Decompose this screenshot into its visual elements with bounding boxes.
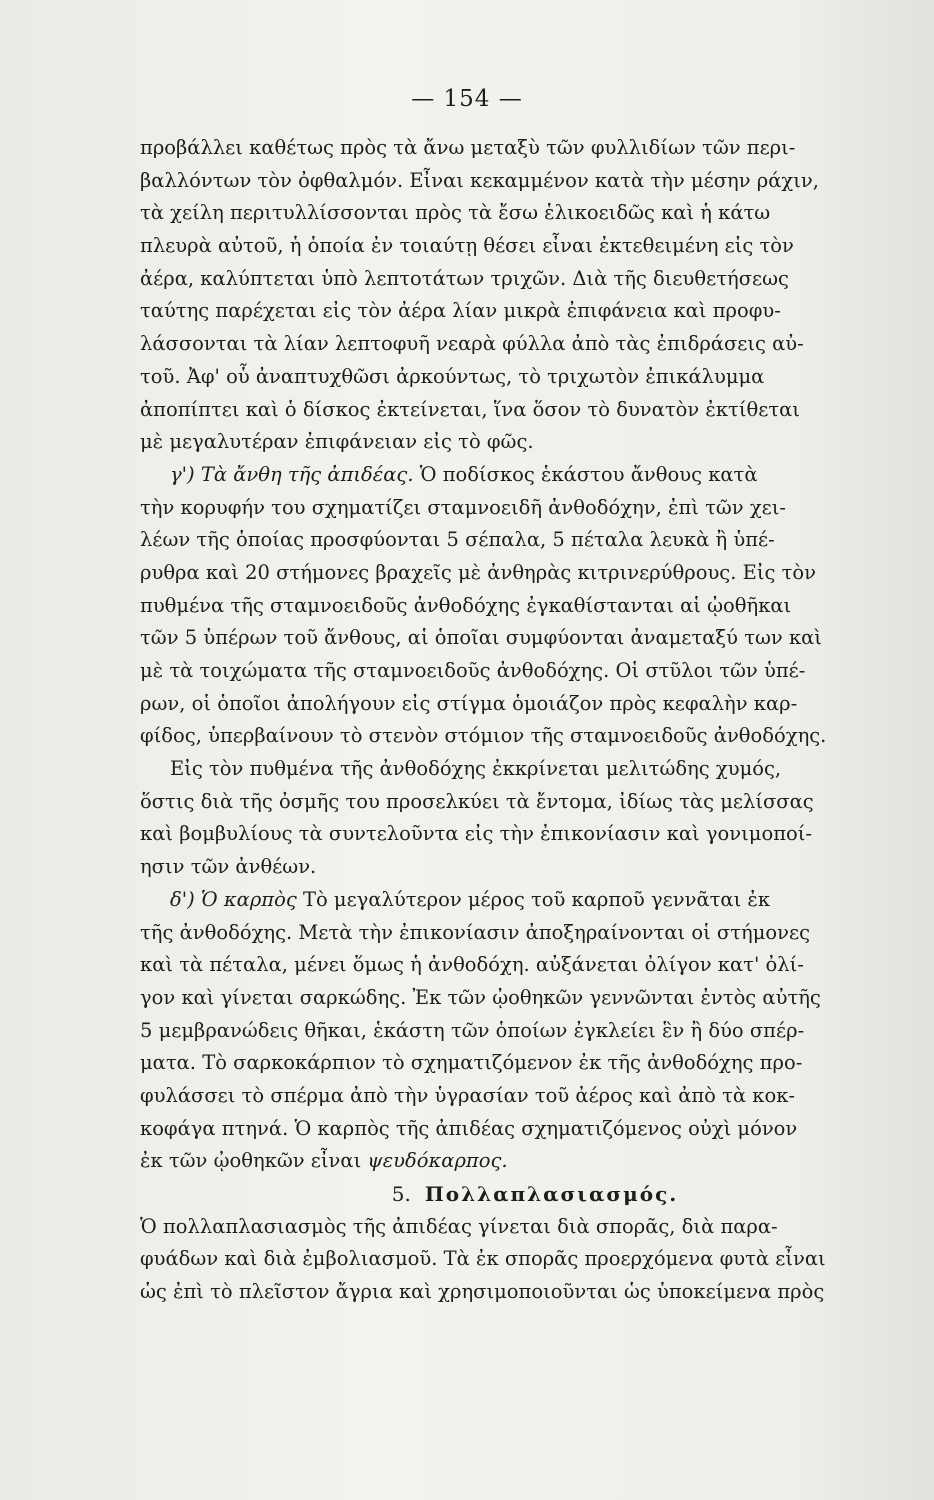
- text-span: Ὁ ποδίσκος ἑκάστου ἄνθους κατὰ: [413, 462, 758, 486]
- text-line: ησιν τῶν ἀνθέων.: [140, 855, 317, 879]
- italic-term: ψευδόκαρπος.: [367, 1149, 508, 1173]
- text-line: ταύτης παρέχεται εἰς τὸν ἀέρα λίαν μικρὰ ἐπιφάνεια καὶ προφυ-: [140, 299, 781, 323]
- text-span: Τὸ μεγαλύτερον μέρος τοῦ καρποῦ γεννᾶται ἐκ: [296, 887, 771, 911]
- text-line: τῆς ἀνθοδόχης. Μετὰ τὴν ἐπικονίασιν ἀποξηραίνονται οἱ στήμονες: [140, 920, 810, 944]
- text-line: τοῦ. Ἀφ' οὗ ἀναπτυχθῶσι ἀρκούντως, τὸ τριχωτὸν ἐπικάλυμμα: [140, 364, 765, 388]
- text-line: τὰ χείλη περιτυλλίσσονται πρὸς τὰ ἔσω ἑλικοειδῶς καὶ ἡ κάτω: [140, 201, 771, 225]
- paragraph-gamma-first-line: [140, 459, 930, 492]
- text-line: τὴν κορυφήν του σχηματίζει σταμνοειδῆ ἀνθοδόχην, ἐπὶ τῶν χει-: [140, 495, 786, 519]
- text-line: καὶ τὰ πέταλα, μένει ὅμως ἡ ἀνθοδόχη. αὐξάνεται ὀλίγον κατ' ὀλί-: [140, 953, 804, 977]
- text-line: Ὁ πολλαπλασιασμὸς τῆς ἀπιδέας γίνεται διὰ σπορᾶς, διὰ παρα-: [140, 1214, 778, 1238]
- section-heading: [140, 1178, 930, 1211]
- section-title: Πολλαπλασιασμός.: [424, 1182, 679, 1206]
- text-line: ρων, οἱ ὁποῖοι ἀπολήγουν εἰς στίγμα ὁμοιάζον πρὸς κεφαλὴν καρ-: [140, 691, 798, 715]
- paragraph-gamma-heading: γ') Τὰ ἄνθη τῆς ἀπιδέας.: [170, 462, 414, 486]
- text-line: φυλάσσει τὸ σπέρμα ἀπὸ τὴν ὑγρασίαν τοῦ ἀέρος καὶ ἀπὸ τὰ κοκ-: [140, 1083, 795, 1107]
- text-line: φυάδων καὶ διὰ ἐμβολιασμοῦ. Τὰ ἐκ σπορᾶς προερχόμενα φυτὰ εἶναι: [140, 1247, 826, 1271]
- text-line: ὅστις διὰ τῆς ὀσμῆς του προσελκύει τὰ ἔντομα, ἰδίως τὰς μελίσσας: [140, 789, 814, 813]
- section-number: 5.: [391, 1182, 411, 1206]
- text-line: τῶν 5 ὑπέρων τοῦ ἄνθους, αἱ ὁποῖαι συμφύονται ἀναμεταξύ των καὶ: [140, 626, 822, 650]
- text-line: πυθμένα τῆς σταμνοειδοῦς ἀνθοδόχης ἐγκαθίστανται αἱ ᾠοθῆκαι: [140, 593, 792, 617]
- text-line: μὲ μεγαλυτέραν ἐπιφάνειαν εἰς τὸ φῶς.: [140, 430, 534, 454]
- text-line: βαλλόντων τὸν ὀφθαλμόν. Εἶναι κεκαμμένον κατὰ τὴν μέσην ράχιν,: [140, 168, 819, 192]
- text-line: φίδος, ὑπερβαίνουν τὸ στενὸν στόμιον τῆς σταμνοειδοῦς ἀνθοδόχης.: [140, 724, 827, 748]
- text-line: 5 μεμβρανώδεις θῆκαι, ἑκάστη τῶν ὁποίων ἐγκλείει ἓν ἢ δύο σπέρ-: [140, 1018, 805, 1042]
- text-line: ἀποπίπτει καὶ ὁ δίσκος ἐκτείνεται, ἵνα ὅσον τὸ δυνατὸν ἐκτίθεται: [140, 397, 800, 421]
- text-line: κοφάγα πτηνά. Ὁ καρπὸς τῆς ἀπιδέας σχηματιζόμενος οὐχὶ μόνον: [140, 1116, 798, 1140]
- text-line: [140, 1145, 930, 1178]
- paragraph-delta-heading: δ') Ὁ καρπὸς: [170, 887, 297, 911]
- text-line: λάσσονται τὰ λίαν λεπτοφυῆ νεαρὰ φύλλα ἀπὸ τὰς ἐπιδράσεις αὐ-: [140, 332, 804, 356]
- text-line: προβάλλει καθέτως πρὸς τὰ ἄνω μεταξὺ τῶν φυλλιδίων τῶν περι-: [140, 136, 796, 159]
- paragraph-delta-first-line: [140, 884, 930, 917]
- text-line: ρυθρα καὶ 20 στήμονες βραχεῖς μὲ ἀνθηρὰς κιτρινερύθρους. Εἰς τὸν: [140, 560, 816, 584]
- text-line: γον καὶ γίνεται σαρκώδης. Ἐκ τῶν ᾠοθηκῶν γεννῶνται ἐντὸς αὐτῆς: [140, 985, 821, 1009]
- text-line: Εἰς τὸν πυθμένα τῆς ἀνθοδόχης ἐκκρίνεται μελιτώδης χυμός,: [170, 757, 782, 781]
- text-line: ὡς ἐπὶ τὸ πλεῖστον ἄγρια καὶ χρησιμοποιοῦνται ὡς ὑποκείμενα πρὸς: [140, 1280, 825, 1304]
- text-line: ματα. Τὸ σαρκοκάρπιον τὸ σχηματιζόμενον ἐκ τῆς ἀνθοδόχης προ-: [140, 1051, 803, 1075]
- text-line: λέων τῆς ὁποίας προσφύονται 5 σέπαλα, 5 πέταλα λευκὰ ἢ ὑπέ-: [140, 528, 775, 552]
- text-line: μὲ τὰ τοιχώματα τῆς σταμνοειδοῦς ἀνθοδόχης. Οἱ στῦλοι τῶν ὑπέ-: [140, 659, 806, 682]
- text-span: ἐκ τῶν ᾠοθηκῶν εἶναι: [140, 1149, 368, 1173]
- text-line: πλευρὰ αὐτοῦ, ἡ ὁποία ἐν τοιαύτῃ θέσει εἶναι ἐκτεθειμένη εἰς τὸν: [140, 234, 794, 258]
- text-line: καὶ βομβυλίους τὰ συντελοῦντα εἰς τὴν ἐπικονίασιν καὶ γονιμοποί-: [140, 822, 812, 846]
- body-text: [140, 132, 930, 1309]
- page-number: — 154 —: [411, 86, 523, 112]
- text-line: ἀέρα, καλύπτεται ὑπὸ λεπτοτάτων τριχῶν. Διὰ τῆς διευθετήσεως: [140, 266, 789, 290]
